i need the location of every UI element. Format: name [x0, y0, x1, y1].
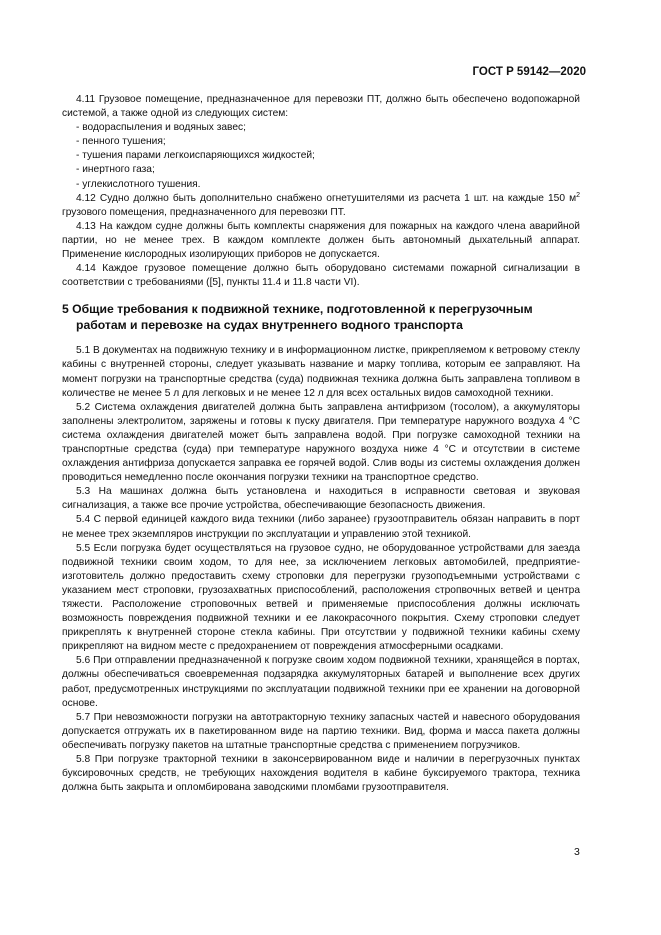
paragraph-4-12-text-b: грузового помещения, предназначенного для перевозки ПТ.: [62, 206, 346, 218]
list-item: - инертного газа;: [76, 164, 155, 176]
paragraph-5-5: 5.5 Если погрузка будет осуществляться на грузовое судно, не оборудованное устройствами для заезда подвижной техники своим ходом, то для нее, за исключением легковых автомобилей, предприятие-изготовитель должно предоставить схему строповки для перегрузки грузоподъемными устройствами с указанием мест строповки, грузозахватных приспособлений, расположения стропвочных ветвей и центра тяжести. Расположение строповочных ветвей и применяемые приспособления должны исключать возможность повреждения подвижной техники и ее лакокрасочного покрытия. Схему строповки следует прикреплять к внутренней стороне стекла кабины. При отсутствии у подвижной техники кабины схему прикрепляют на видном месте с предохранением от повреждения атмосферными осадками.: [62, 542, 580, 653]
square-superscript: 2: [576, 191, 580, 199]
page-body: [62, 93, 580, 795]
section-5-heading: 5 Общие требования к подвижной технике, подготовленной к перегрузочным работам и перевозке на судах внутреннего водного транспорта: [62, 302, 533, 333]
paragraph-5-6: 5.6 При отправлении предназначенной к погрузке своим ходом подвижной техники, хранящейся в портах, должны обеспечиваться своевременная подзарядка аккумуляторных батарей и выполнение всех других работ, предусмотренных инструкциями по эксплуатации подвижной техники при ее хранении на договорной основе.: [62, 655, 580, 709]
paragraph-4-11: 4.11 Грузовое помещение, предназначенное для перевозки ПТ, должно быть обеспечено водопожарной системой, а также одной из следующих систем:: [62, 94, 580, 120]
paragraph-5-1: 5.1 В документах на подвижную технику и в информационном листке, прикрепляемом к ветровому стеклу кабины с внутренней стороны, следует указывать название и марку топлива, которым ее заправляют. На момент погрузки на транспортные средства (суда) подвижная техника должна быть заправлена топливом в количестве не менее 5 л для легковых и не менее 12 л для всех остальных видов самоходной техники.: [62, 345, 580, 399]
paragraph-4-12-text-a: 4.12 Судно должно быть дополнительно снабжено огнетушителями из расчета 1 шт. на каждые 150 м: [76, 192, 577, 204]
list-item: - углекислотного тушения.: [76, 178, 201, 190]
paragraph-5-4: 5.4 С первой единицей каждого вида техники (либо заранее) грузоотправитель обязан направить в порт не менее трех экземпляров инструкции по эксплуатации и управлению этой техникой.: [62, 514, 580, 540]
paragraph-5-8: 5.8 При погрузке тракторной техники в законсервированном виде и наличии в перегрузочных пунктах буксировочных средств, не требующих нахождения водителя в кабине буксируемого трактора, техника должна быть закрыта и опломбирована заводскими пломбами грузоотправителя.: [62, 754, 580, 794]
paragraph-5-3: 5.3 На машинах должна быть установлена и находиться в исправности световая и звуковая сигнализация, а также все прочие устройства, обеспечивающие безопасность движения.: [62, 486, 580, 512]
paragraph-4-13: 4.13 На каждом судне должны быть комплекты снаряжения для пожарных на каждого члена аварийной партии, но не менее трех. В каждом комплекте должен быть автономный дыхательный аппарат. Применение кислородных изолирующих приборов не допускается.: [62, 220, 580, 261]
paragraph-4-14: 4.14 Каждое грузовое помещение должно быть оборудовано системами пожарной сигнализации в соответствии с требованиями ([5], пункты 11.4 и 11.8 части VI).: [62, 263, 580, 289]
list-item: - пенного тушения;: [76, 136, 166, 148]
list-item: - водораспыления и водяных завес;: [76, 122, 246, 134]
list-item: - тушения парами легкоиспаряющихся жидкостей;: [76, 150, 315, 162]
paragraph-5-7: 5.7 При невозможности погрузки на автотракторную технику запасных частей и навесного оборудования допускается отгружать их в пакетированном виде на партию техники. Вид, форма и масса пакета должны обеспечивать погрузку пакетов на штатные транспортные средства с применением погрузчиков.: [62, 711, 580, 751]
paragraph-4-12: [62, 192, 580, 220]
document-code-header: ГОСТ Р 59142—2020: [472, 66, 586, 78]
paragraph-5-2: 5.2 Система охлаждения двигателей должна быть заправлена антифризом (тосолом), а аккумуляторы заполнены электролитом, заряжены и готовы к пуску двигателя. При температуре наружного воздуха 4 °С система охлаждения двигателей может быть заправлена водой. При погрузке самоходной техники на транспортные средства (суда) при температуре наружного воздуха ниже 4 °С и отсутствии в системе охлаждения антифриза допускается заправка ее горячей водой. Слив воды из системы охлаждения должен проводиться немедленно после окончания погрузки техники на транспортное средство.: [62, 401, 580, 484]
page-number: 3: [574, 846, 580, 858]
